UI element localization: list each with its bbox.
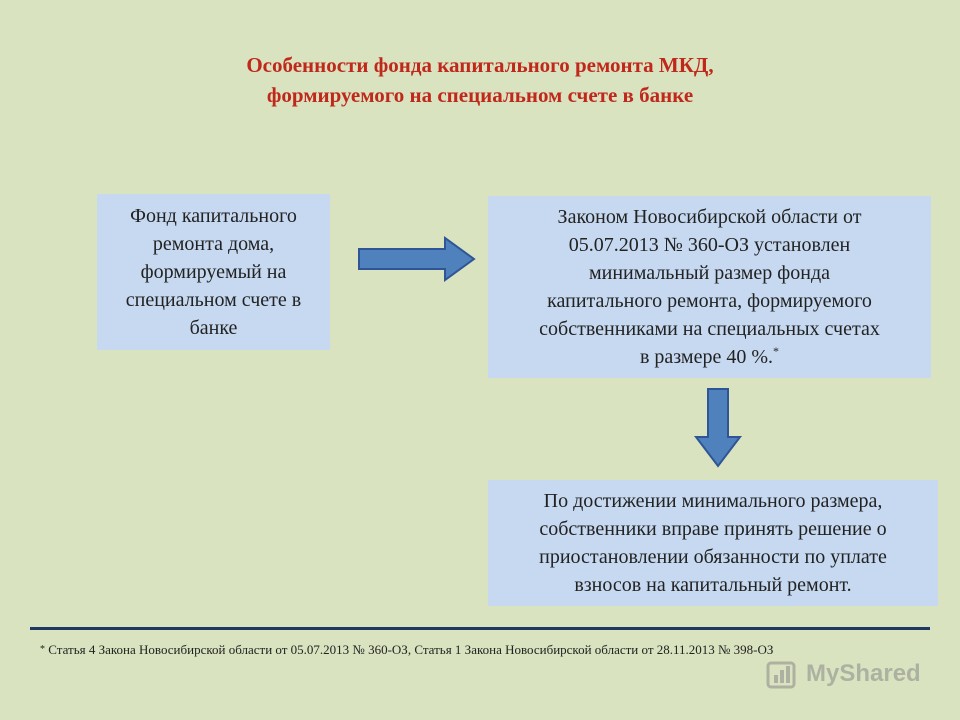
result-box [488, 480, 938, 606]
law-box-line: Законом Новосибирской области от [557, 206, 862, 228]
result-box-line: По достижении минимального размера, [543, 490, 883, 512]
fund-box-line: банке [189, 317, 238, 339]
result-box-text [539, 487, 887, 599]
fund-box-text [126, 202, 301, 342]
title-line-1: Особенности фонда капитального ремонта МКД, [246, 53, 714, 77]
law-box-line: собственниками на специальных счетах [539, 318, 880, 340]
law-box-last-text: в размере 40 %. [639, 346, 773, 368]
fund-box [97, 194, 330, 350]
law-footnote-marker: * [773, 344, 779, 358]
law-box-last-line [539, 343, 880, 371]
law-box-line: 05.07.2013 № 360-ОЗ установлен [568, 234, 851, 256]
myshared-logo-icon [766, 657, 800, 691]
law-box [488, 196, 931, 378]
fund-box-line: ремонта дома, [152, 233, 275, 255]
page-title [0, 50, 960, 110]
law-box-line: капитального ремонта, формируемого [547, 290, 872, 312]
result-box-line: приостановлении обязанности по уплате [539, 546, 887, 568]
result-box-line: взносов на капитальный ремонт. [574, 574, 852, 596]
fund-box-line: формируемый на [140, 261, 287, 283]
footnote-divider [30, 627, 930, 630]
result-box-line: собственники вправе принять решение о [539, 518, 887, 540]
watermark [766, 654, 941, 694]
law-box-line: минимальный размер фонда [588, 262, 831, 284]
footnote-text: Статья 4 Закона Новосибирской области от 05.07.2013 № 360-ОЗ, Статья 1 Закона Новосибирской области от 28.11.2013 № 398-ОЗ [45, 642, 774, 657]
fund-box-line: Фонд капитального [130, 205, 297, 227]
down-arrow-icon [694, 387, 742, 469]
law-box-text [539, 203, 880, 371]
fund-box-line: специальном счете в [125, 289, 302, 311]
footnote-marker: * [40, 644, 45, 655]
title-line-2: формируемого на специальном счете в банке [266, 83, 694, 107]
watermark-text: MyShared [806, 660, 921, 687]
right-arrow-icon [357, 236, 477, 282]
